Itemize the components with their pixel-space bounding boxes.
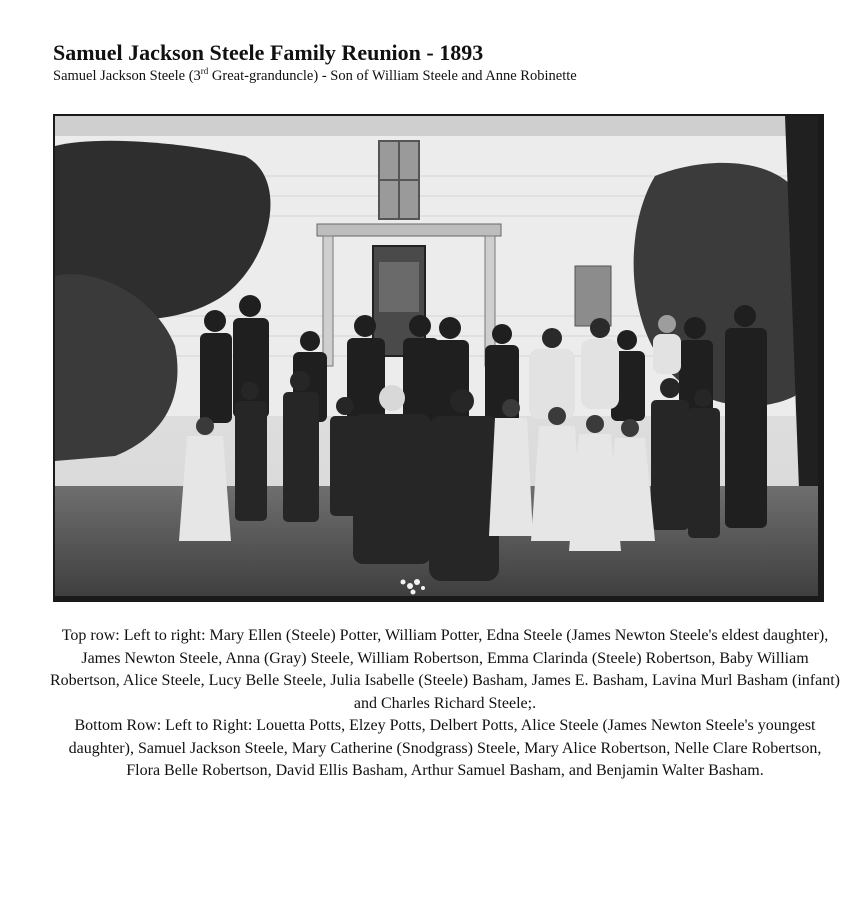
page-subtitle (53, 68, 577, 85)
family-photo (53, 114, 824, 602)
family-photo-image (55, 116, 818, 596)
page-title: Samuel Jackson Steele Family Reunion - 1893 (53, 40, 484, 65)
subtitle-text-end: Great-granduncle) - Son of William Steele and Anne Robinette (208, 68, 577, 84)
caption-bottom-row: Bottom Row: Left to Right: Louetta Potts, Elzey Potts, Delbert Potts, Alice Steele (James Newton Steele's youngest daughter), Samuel Jackson Steele, Mary Catherine (Snodgrass) Steele, Mary Alice Robertson, Nelle Clare Robertson, Flora Belle Robertson, David Ellis Basham, Arthur Samuel Basham, and Benjamin Walter Basham. (68, 717, 822, 779)
subtitle-text-start: Samuel Jackson Steele (3 (53, 68, 201, 84)
caption-top-row: Top row: Left to right: Mary Ellen (Steele) Potter, William Potter, Edna Steele (James Newton Steele's eldest daughter), James Newton Steele, Anna (Gray) Steele, William Robertson, Emma Clarinda (Steele) Robertson, Baby William Robertson, Alice Steele, Lucy Belle Steele, Julia Isabelle (Steele) Basham, James E. Basham, Lavina Murl Basham (infant) and Charles Richard Steele;. (50, 627, 840, 712)
photo-captions (50, 625, 840, 783)
subtitle-ordinal-suffix: rd (200, 66, 209, 77)
